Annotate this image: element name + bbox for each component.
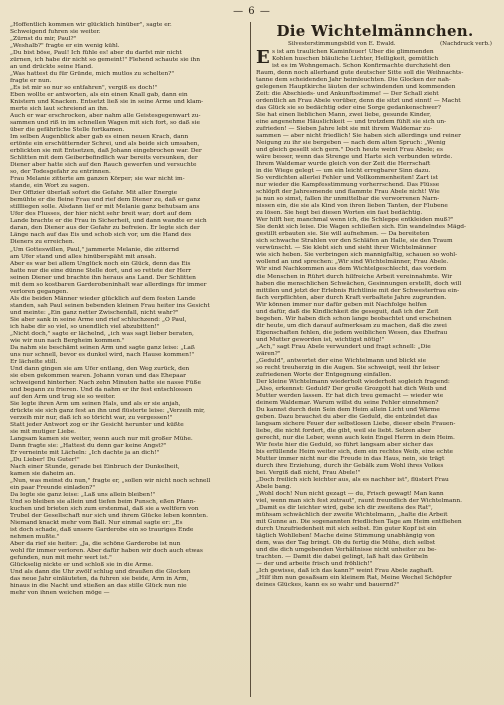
- text-line: mittilen und jetzt der Erlebnis Richtlinie mit der Schwesterfrau ein-: [256, 287, 460, 294]
- text-line: so recht treuherzig in die Augen. Sie schweigt, weil ihr leiser: [256, 364, 440, 371]
- article-byline: [256, 41, 494, 48]
- text-line: Langsam kamen sie weiter, wenn auch nur mit großer Mühe.: [10, 435, 193, 442]
- text-line: trachten. — Damit die dabei gelingt, laß halt das Grübeln: [256, 554, 428, 561]
- text-line: an und drückte seine Hand.: [10, 64, 94, 71]
- text-line: liebe, die nicht fordert, die gibt, weil sie liebt. Setzen aber: [256, 427, 431, 434]
- text-line: zufriedenen Worte der Entgegnung einfallen.: [256, 371, 392, 378]
- article-subtitle: Silvesterstimmungsbild von E. Ewald.: [288, 41, 396, 47]
- text-line: Du kannst durch dein Sein dem Heim allein Licht und Wärme: [256, 406, 440, 413]
- text-line: am Ufer stand und alles hinüberspäht mit ansah.: [10, 253, 157, 260]
- text-line: wie wir nun nach Bergheim kommen.": [10, 337, 125, 344]
- text-line: nissen ein, die sie als Kind von ihren lieben Tanten, der Flubene: [256, 203, 448, 210]
- text-line: das Glück sie so bedächtig oder eine Sorge gedankenschwer?: [256, 105, 441, 112]
- text-line: Sie hat einen lieblichen Mann, zwei liebe, gesunde Kinder,: [256, 112, 432, 119]
- text-line: und meinte: „Ein ganz netter Zwischenfall, nicht wahr?": [10, 309, 179, 316]
- text-line: nehmen mußte.": [10, 534, 60, 541]
- text-line: stillliegen solle. Alsdann lief er mit Melanie ganz behutsam ans: [10, 204, 200, 211]
- text-line: verwünscht. — Sie klebt sich und sieht ihrer Wichtelmänner: [256, 245, 437, 252]
- reprint-note: (Nachdruck verb.): [440, 41, 492, 47]
- text-line: kamen sie daheim an.: [10, 471, 76, 477]
- text-line: hinaus in die Nacht und stießen an das stille Glück nun nie: [10, 583, 187, 590]
- text-line: gelegenen Hauptkirche läuten der schwindenden und kommenden: [256, 84, 456, 91]
- text-line: Knistern und Knacken. Entsetzt ließ sie in seine Arme und klam-: [10, 99, 204, 106]
- text-line: verzeih mir nur, daß ich so töricht war, zu vergessen!": [10, 414, 173, 421]
- text-line: Wir feste hier die Geduld, so führt langsam aber sicher das: [256, 441, 434, 448]
- text-line: „Ach," sagt Frau Abele verwundert und fragt schnell: „Die: [256, 343, 431, 350]
- text-line: „Es ist mir so nur so entfahren", vergiß es doch!": [10, 85, 158, 92]
- text-line: deinem Waldemar. Warum willst du seine Fehler einnehmen?: [256, 399, 439, 406]
- text-line: begehen. Wir haben dich schon lange beobachtet und erscheinen: [256, 315, 452, 322]
- text-line: hatte nur die eine dünne Stelle dort, und so rettete der Herr: [10, 267, 192, 274]
- text-line: Wir können immer nur dafür geben mit Nachfolge helfen: [256, 301, 427, 308]
- text-line: zufrieden! — Sieben Jahre lebt sie mit ihrem Waldemar zu-: [256, 126, 433, 133]
- text-line: „Damit es dir leichter wird, gebe ich dir zweitens des Rat",: [256, 505, 433, 512]
- text-line: Glückselig nickte er und schloß sie in die Arme.: [10, 562, 154, 569]
- text-line: Lande brachte er die Frau in Sicherheit, und dann wandte er sich: [10, 218, 207, 225]
- text-line: Eben wollte er antworten, als ein einen Knall gab, dann ein: [10, 92, 188, 99]
- text-line: wohl für immer verloren. Aber dafür haben wir doch auch etwas: [10, 548, 203, 555]
- text-line: Länge nach auf das Eis und schob sich vor, um die Hand des: [10, 232, 192, 239]
- text-line: gefunden, nun mit mehr wert ist.": [10, 555, 112, 562]
- text-line: ertönte ein erschütternder Schrei, und als beide sich umsahen,: [10, 141, 200, 148]
- text-line: ja nun so simst, fallen ihr unmittelbar die verworrenen Narn-: [256, 196, 440, 203]
- article-title: Die Wichtelmännchen.: [276, 22, 474, 40]
- text-line: Da legte sie ganz leise: „Laß uns allein bleiben!": [10, 492, 156, 499]
- text-line: Kohlen huschen bläuliche Lichter, Helligkeit, gemütlich: [272, 56, 439, 63]
- text-line: „Doch freilich sich leichter aus, als es nachher ist", flüstert Frau: [256, 476, 449, 483]
- left-column-story: [10, 22, 248, 700]
- text-line: Trubel der Gesellschaft nur sich und ihrem Glücke leben konnten.: [10, 513, 208, 520]
- text-line: Dann fragte sie: „Hattest du denn gar keine Angst?": [10, 442, 167, 449]
- text-line: zu lösen. Sie hegt bei diesen Worten ein fast bedächtig.: [256, 210, 423, 217]
- text-line: und die dich umgebenden Verhältnisse nicht unheiter zu be-: [256, 547, 437, 554]
- text-line: schlöpft der Jahresmende und flammte Frau Abele nicht! Wie: [256, 189, 440, 196]
- text-line: langsam sichere Feuer der selbstlosen Liebe, dieser ebeln Frauen-: [256, 420, 456, 427]
- drop-cap: E: [256, 47, 270, 68]
- text-line: Sie aber sank in seine Arme und rief schluchzend: „O Paul,: [10, 316, 187, 323]
- text-line: gestillt erbauten sie. Sie will aufnehmen. — Da bereiteten: [256, 231, 430, 238]
- text-line: Wer hilft her, manchmal wenn ich, die Schleppe entkleiden muß?": [256, 217, 454, 224]
- text-line: Mutter immer nicht nur die Freude in das Haus, nein, sie trägt: [256, 455, 445, 462]
- text-line: „Hoffentlich kommen wir glücklich hinüber", sagte er.: [10, 22, 172, 28]
- text-line: seinen Diener und brachte ihn heraus ans Land. Der Schlitten: [10, 274, 196, 281]
- text-line: Diener aber hatte sich auf den Rauch gewerfen und versuchte: [10, 162, 197, 169]
- text-line: Der kleine Wichtelmann wiederholt wiederholt sogleich fragend:: [256, 378, 450, 385]
- text-line: über die gefährliche Stelle fortkamen.: [10, 127, 125, 134]
- text-line: — der und arbeite frisch und fröhlich!": [256, 561, 373, 568]
- text-line: das neue Jahr einläuteten, da fuhren sie beide, Arm in Arm,: [10, 576, 189, 583]
- text-line: durch ihre Erziehung, durch ihr Gebälk zum Wohl ihres Volkes: [256, 462, 444, 469]
- text-line: Der Offizier überlaß sofort die Gefahr. Mit aller Energie: [10, 190, 178, 197]
- text-line: Statt jeder Antwort zog er ihr Gesicht herunter und küßte: [10, 421, 184, 428]
- text-line: Nach einer Stunde, gerade bei Einbruch der Dunkelheit,: [10, 463, 180, 470]
- text-line: Und dann gingen sie am Ufer entlang, den Weg zurück, den: [10, 365, 190, 372]
- text-line: So verdichten allerlei Fehler und Vollkommenheiten! Zart ist: [256, 175, 438, 182]
- text-line: Eigenschaften fehlen, die jedem weiblichen Wesen, das Ehefrau: [256, 329, 448, 336]
- text-line: stande, ein Wort zu sagen.: [10, 183, 90, 190]
- text-line: nur wieder die Kampfesstimmung vorherrschend. Das Flüsse: [256, 182, 440, 189]
- text-line: ich habe dir so viel, so unendlich viel abzubitten!": [10, 323, 160, 330]
- text-line: Sie denkt sich leise. Die Wagen schließen sich. Ein wandelndes Mägd-: [256, 224, 467, 231]
- text-line: fragte er nun.: [10, 78, 52, 85]
- text-line: mehr von ihnen weichen möge —: [10, 590, 110, 597]
- text-line: haben die menschlichen Schwächen, Gesinnungen erstellt, doch will: [256, 280, 462, 287]
- text-line: Und so bleiben sie allein und tiefen beim Punsch, eßen Pfann-: [10, 499, 196, 506]
- text-line: wäre besser, wenn das Strenge und Harte sich verbunden würde.: [256, 154, 453, 161]
- text-line: sie mit mutiger Liebe.: [10, 428, 76, 435]
- text-line: Er verneinte mit Lächeln: „Ich dachte ja an dich!": [10, 449, 160, 456]
- text-line: sie eben gekommen waren. Johann voran und das Ehepaar: [10, 372, 186, 379]
- text-line: „Nicht doch," sagte er lächelnd, „ich was sagt lieber beraten,: [10, 330, 194, 337]
- text-line: schweigend hinterher. Nach zehn Minuten hatte sie nasse Füße: [10, 379, 201, 386]
- text-line: wie sich heben. Sie verbringen sich mannigfaltig, schauen so wohl-: [256, 252, 458, 259]
- text-line: in die Wiege gelegt — um ein leicht erregbarer Sinn dazu.: [256, 168, 431, 175]
- text-line: Abele bang.: [256, 483, 292, 490]
- text-line: „Geduld", antwortet der eine Wichtelmann und blickt sie: [256, 357, 427, 364]
- text-line: „Um Gotteswillen, Paul," jammerte Melanie, die zitternd: [10, 246, 179, 253]
- text-line: „Nun, was meinst du nun," fragte er, „sollen wir nicht noch schnell: [10, 478, 211, 485]
- text-line: und dafür, daß die Kindlichkeit die geseguit, daß ich der Zeit: [256, 308, 439, 315]
- text-line: Mutter werden lassen. Er hat dich treu gemacht — wieder wie: [256, 392, 444, 399]
- text-line: Als die beiden Männer wieder glücklich auf dem festen Lande: [10, 295, 196, 302]
- text-line: Niemand knackt mehr vom Ball. Nur einmal sagte er: „Es: [10, 520, 183, 527]
- text-line: bemühte er die fleine Frau und rief dem Diener zu, daß er ganz: [10, 197, 201, 204]
- text-line: eine angenehme Häuslichkeit — und trotzdem fühlt sie sich un-: [256, 119, 447, 126]
- text-line: Auch er war erschrocken, aber nahm alle Geistesgegenwart zu-: [10, 113, 201, 120]
- text-line: Raum, denn noch allerhand gute deutscher Sitte soll die Weihnachts-: [256, 70, 464, 77]
- text-line: mit dem so kostbaren Garderobeninhalt war allerdings für immer: [10, 281, 207, 288]
- text-line: standen, sah Paul seinen bebenden kleinen Frau heiter ins Gesicht: [10, 302, 210, 309]
- text-line: auf den Arm und trug sie so weiter.: [10, 393, 116, 400]
- page-number: — 6 —: [233, 6, 271, 17]
- text-line: Da nahm sie beschämt seinen Arm und sagte ganz leise: „Laß: [10, 344, 195, 351]
- text-line: Schweigend fuhren sie weiter.: [10, 29, 101, 36]
- text-line: erblickten sie mit Entsetzen, daß Johann eingebrochen war. Der: [10, 148, 202, 155]
- text-line: dir heute, um dich darauf aufmerksam zu machen, daß die zwei: [256, 322, 447, 329]
- text-line: „Was hattest du für Gründe, mich mutlos zu schelten?": [10, 71, 175, 78]
- text-line: s ist am traulichen Kaminfeuer! Über die glimmenden: [272, 49, 434, 55]
- text-line: „Du Lieber! Du Guter!": [10, 456, 80, 463]
- text-line: bis erfüllende Heim weiter sich, dem ein rechtes Weib, eine echte: [256, 448, 453, 455]
- text-line: Sie legte ihren Arm um seinen Hals, und als er sie anjah,: [10, 400, 181, 407]
- text-line: kuchen und brieten sich zum erstenmal, daß sie a weltfern von: [10, 506, 199, 513]
- text-line: so, der Todesgefahr zu entrinnen.: [10, 169, 111, 176]
- text-line: deines Glückes, kann es so wahr und bauernd?": [256, 582, 400, 589]
- text-line: „Zürnst du mir, Paul?": [10, 36, 77, 43]
- text-line: sich schwache Strahlen vor den Schläfen an Halle, sie den Traum: [256, 238, 453, 245]
- text-line: drückte sie sich ganz fest an ihn und flüsterte leise: „Verzeih mir,: [10, 407, 206, 414]
- text-line: gerecht, nur die Leber, wenn auch kein Engel Herrn in dein Heim.: [256, 434, 455, 441]
- text-line: tanne dem scheidenden Jahr heimleuchten. Die Glocken der nah-: [256, 77, 451, 84]
- text-line: die Menschen in Rührt durch hilfreiche Arbeit vereinnahmte. Wir: [256, 273, 453, 280]
- text-line: mit Gunne an. Die sogenannten friedlichen Tage am Heim entfliehen: [256, 519, 462, 526]
- text-line: wollend an und sprechen: „Wir sind Wichtelmänner, Frau Abele.: [256, 259, 449, 266]
- text-line: Er lächelte still.: [10, 358, 58, 365]
- text-line: Dieners zu erreichen.: [10, 239, 75, 246]
- text-line: Aber da rief sie heiter: „Ja, die schöne Garderobe ist nun: [10, 541, 181, 548]
- text-line: „Du bist böse, Paul! Ich fühle es! aber du darfst mir nicht: [10, 50, 182, 57]
- text-line: sammen — aber nicht friedlich! Sie haben sich allerdings und reiner: [256, 133, 461, 140]
- text-line: fach verpflichten, aber durch Kraft verbaltete Jahre zugrunden.: [256, 294, 447, 301]
- text-line: „Weshalb?" fragte er ein wenig kühl.: [10, 43, 120, 50]
- text-line: „Also, erkennst: Geduld? Der große Grozgott hat dich Weib und: [256, 385, 447, 392]
- text-line: Wir sind Nachkommen aus dem Wichtelgeschlecht, das vordem: [256, 266, 447, 273]
- text-line: ordentlich an Frau Abele vorüber, denn die sitzt und sinnt! — Macht: [256, 98, 461, 105]
- text-line: täglich Wohlleben! Mache deine Stimmung unabhängig von: [256, 533, 435, 540]
- text-line: Schlitten mit dem Geiberbefindlich war bereits versunken, der: [10, 155, 198, 162]
- text-line: Neigung zu ihr sie bergeben — nach dem alten Spruch: „Wenig: [256, 140, 446, 147]
- text-line: Aber es war bei allem Unglück noch ein Glück, denn das Eis: [10, 260, 191, 267]
- column-divider: [250, 22, 251, 697]
- text-line: bei. Vergiß daß nicht, Frau Abele!": [256, 469, 361, 476]
- text-line: viel, wenn man sich fest zutraut", raunt freundlich der Wichtelmann.: [256, 498, 462, 504]
- text-line: und gleich gesellt sich gern." Doch heute weint Frau Abele; es: [256, 147, 443, 154]
- text-line: Im selben Augenblick aber gab es einen neuen Krach, dann: [10, 134, 189, 141]
- text-line: mühsam schwächlich der zweite Wichtelmann, „halte die Arbeit: [256, 512, 448, 519]
- text-line: ist doch schade, daß unsere Garderobe ein so trauriges Ende: [10, 527, 194, 534]
- text-line: und begann zu frieren. Und da nahm er ihr fest entschlossen: [10, 386, 193, 393]
- text-line: „Ich gewisse, daß ich das kann?" weint Frau Abele zaghaft.: [256, 568, 434, 575]
- right-column-article: [256, 22, 494, 700]
- text-line: daran, den Diener aus der Gefahr zu befreien. Er legte sich der: [10, 225, 200, 232]
- text-line: „Wohl doch! Nun nicht gezagt — du, Frisch gewagt! Man kann: [256, 490, 444, 497]
- text-line: Ihrem Waldemar wurde gleich von der Zeit die Herrschaft: [256, 161, 431, 168]
- article-body: [256, 49, 494, 589]
- text-line: durch Unzufriedenheit mit sich selbst. Ein guter Kopf ist ein: [256, 526, 437, 533]
- text-line: Und als dann die Uhr zwölf schlug und draußen die Glocken: [10, 569, 191, 576]
- text-line: uns nur schnell, bevor es dunkel wird, nach Hause kommen!": [10, 351, 195, 358]
- text-line: verloren gegangen.: [10, 288, 69, 295]
- text-line: ist es im Wohngemach. Schon Konfirmachte durchzieht den: [272, 63, 451, 70]
- text-line: merte sich laut schreiend an ihn.: [10, 106, 109, 113]
- text-line: „Hilf ihm nun gesaßsam ein kleinem Rat, Meine Wechel Schöpfer: [256, 575, 452, 582]
- text-line: ein paar Freunde einladen?": [10, 485, 96, 492]
- text-line: zürnen, ich habe dir nicht so gemeint!" Flehend schaute sie ihn: [10, 57, 200, 64]
- text-line: wären?": [256, 350, 281, 357]
- text-line: geben. Dazu brauchst du aber die Geduld, die entzündet das: [256, 413, 438, 420]
- text-line: sammen und riß in im schnellen Wagen mit sich fort, so daß sie: [10, 120, 200, 127]
- text-line: Frau Melanie zitterte am ganzen Körper; sie war nicht im-: [10, 176, 185, 183]
- text-line: dem, was der Tag bringt. Ob du fertig die Mühe, dich selbst: [256, 540, 436, 547]
- text-line: und Mutter geworden ist, wichtigst nötig!": [256, 336, 385, 343]
- text-line: Zeit: die Abschieds- und Ankunftsstimme! — Der Schall zieht: [256, 91, 439, 98]
- text-line: Ufer des Flusses, der hier nicht sehr breit war; dort auf dem: [10, 211, 192, 218]
